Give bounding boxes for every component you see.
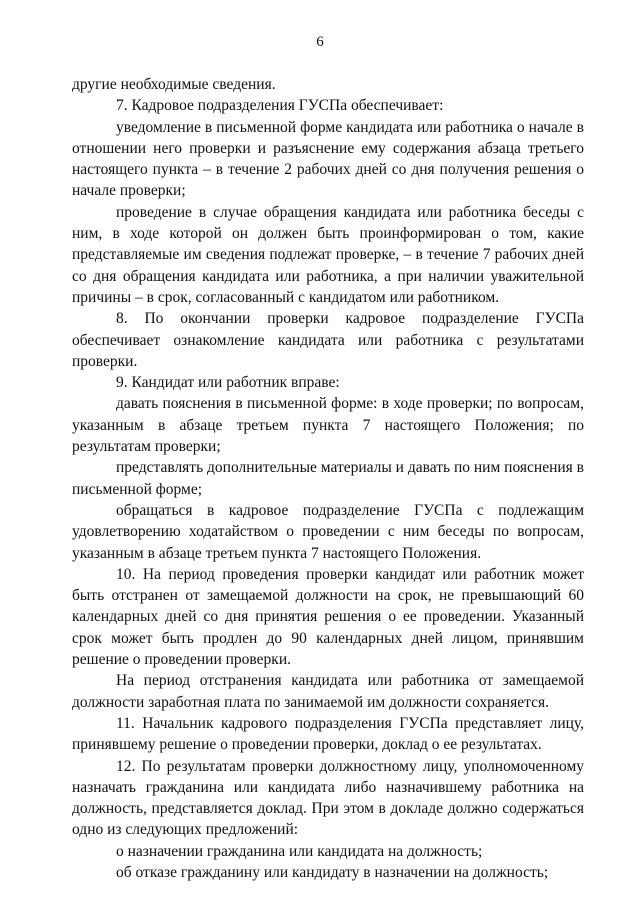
paragraph-item-8: 8. По окончании проверки кадровое подразделение ГУСПа обеспечивает ознакомление кандидата или работника с результатами проверки. [72, 310, 584, 370]
page-number: 6 [316, 34, 324, 50]
paragraph-salary: На период отстранения кандидата или работника от замещаемой должности заработная плата по занимаемой им должности сохраняется. [72, 672, 584, 711]
paragraph-explanations: давать пояснения в письменной форме: в ходе проверки; по вопросам, указанным в абзаце третьем пункта 7 настоящего Положения; по результатам проверки; [72, 395, 584, 456]
paragraph-item-9: 9. Кандидат или работник вправе: [116, 374, 340, 392]
paragraph-refusal: об отказе гражданину или кандидату в назначении на должность; [116, 863, 549, 881]
paragraph-petition: обращаться в кадровое подразделение ГУСПа с подлежащим удовлетворению ходатайством о проведении с ним беседы по вопросам, указанным в абзаце третьем пункта 7 настоящего Положения. [72, 501, 584, 562]
paragraph-appointment: о назначении гражданина или кандидата на должность; [116, 842, 483, 860]
paragraph-item-12: 12. По результатам проверки должностному лицу, уполномоченному назначать гражданина или кандидата либо назначившему работника на должность, представляется доклад. При этом в докладе должно содержаться одно из следующих предложений: [72, 757, 584, 839]
paragraph-materials: представлять дополнительные материалы и давать по ним пояснения в письменной форме; [72, 459, 584, 498]
document-body [72, 74, 584, 883]
paragraph-item-11: 11. Начальник кадрового подразделения ГУСПа представляет лицу, принявшему решение о проведении проверки, доклад о ее результатах. [72, 714, 584, 754]
paragraph-item-7: 7. Кадровое подразделения ГУСПа обеспечивает: [116, 97, 444, 115]
paragraph-notification: уведомление в письменной форме кандидата или работника о начале в отношении него проверки и разъяснение ему содержания абзаца третьего настоящего пункта – в течение 2 рабочих дней со дня получения решения о начале проверки; [72, 118, 584, 200]
paragraph-item-10: 10. На период проведения проверки кандидат или работник может быть отстранен от замещаемой должности на срок, не превышающий 60 календарных дней со дня принятия решения о ее проведении. Указанный срок может быть продлен до 90 календарных дней лицом, принявшим решение о проведении проверки. [72, 565, 584, 669]
paragraph-interview: проведение в случае обращения кандидата или работника беседы с ним, в ходе которой он должен быть проинформирован о том, какие представляемые им сведения подлежат проверке, – в течение 7 рабочих дней со дня обращения кандидата или работника, а при наличии уважительной причины – в срок, согласованный с кандидатом или работником. [72, 203, 584, 306]
paragraph-intro: другие необходимые сведения. [72, 76, 276, 93]
